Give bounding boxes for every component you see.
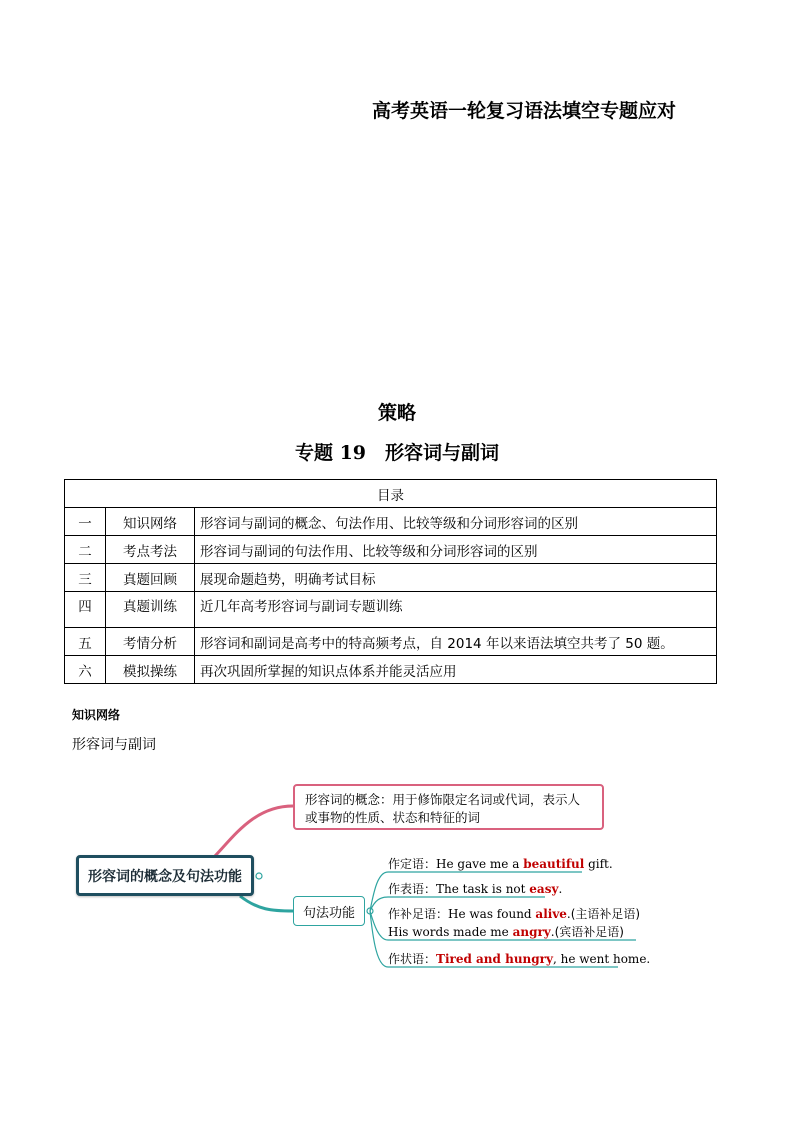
leaf-adverbial — [388, 950, 650, 967]
example-text: . — [558, 882, 563, 896]
toc-title: 目录 — [65, 480, 717, 508]
toc-row-number: 四 — [65, 592, 106, 628]
toc-row-name: 真题训练 — [106, 592, 195, 628]
strategy-title: 策略 — [377, 402, 416, 424]
toc-row-name: 模拟操练 — [106, 656, 195, 684]
leaf-complement-object — [388, 923, 624, 940]
leaf-label: 作补足语： — [388, 907, 449, 921]
example-text: . — [550, 925, 555, 939]
highlight-word: beautiful — [523, 857, 585, 871]
leaf-predicative — [388, 880, 562, 897]
example-text: . — [566, 907, 571, 921]
concept-node: 形容词的概念：用于修饰限定名词或代词，表示人或事物的性质、状态和特征的词 — [293, 784, 604, 830]
note-text: (主语补足语) — [570, 907, 641, 921]
example-text: He was found — [448, 907, 536, 921]
example-text: , he went home. — [552, 952, 651, 966]
toc-row-description: 展现命题趋势，明确考试目标 — [195, 564, 717, 592]
connector-root-concept — [215, 806, 293, 856]
note-text: (宾语补足语) — [554, 925, 624, 939]
toc-row-number: 六 — [65, 656, 106, 684]
highlight-word: Tired and hungry — [436, 952, 553, 966]
leaf-label: 作表语： — [388, 882, 437, 896]
example-text: The task is not — [436, 882, 530, 896]
topic-title: 专题 19 形容词与副词 — [294, 442, 500, 464]
toc-row-name: 真题回顾 — [106, 564, 195, 592]
toc-row-description: 近几年高考形容词与副词专题训练 — [195, 592, 717, 628]
toc-row-name: 考情分析 — [106, 628, 195, 656]
highlight-word: angry — [512, 925, 551, 939]
example-text: His words made me — [388, 925, 513, 939]
highlight-word: alive — [535, 907, 567, 921]
document-header-title: 高考英语一轮复习语法填空专题应对 — [372, 100, 677, 122]
root-collapse-dot — [256, 873, 262, 879]
toc-row-description: 形容词与副词的句法作用、比较等级和分词形容词的区别 — [195, 536, 717, 564]
toc-row-name: 知识网络 — [106, 508, 195, 536]
example-text: He gave me a — [436, 857, 524, 871]
toc-row-number: 一 — [65, 508, 106, 536]
leaf-label: 作状语： — [388, 952, 437, 966]
toc-row-description: 再次巩固所掌握的知识点体系并能灵活应用 — [195, 656, 717, 684]
leaf-label: 作定语： — [388, 857, 437, 871]
toc-row-number: 三 — [65, 564, 106, 592]
mindmap-root-node: 形容词的概念及句法功能 — [76, 855, 254, 896]
highlight-word: easy — [529, 882, 559, 896]
section-label: 知识网络 — [72, 708, 121, 722]
connector-root-func — [240, 896, 293, 911]
toc-row-number: 五 — [65, 628, 106, 656]
toc-row-description: 形容词和副词是高考中的特高频考点，自 2014 年以来语法填空共考了 50 题。 — [195, 628, 717, 656]
leaf-attributive — [388, 855, 613, 872]
section-sublabel: 形容词与副词 — [72, 737, 156, 753]
leaf-complement-subject — [388, 905, 640, 922]
toc-row-description: 形容词与副词的概念、句法作用、比较等级和分词形容词的区别 — [195, 508, 717, 536]
syntax-function-node: 句法功能 — [293, 896, 365, 926]
toc-row-name: 考点考法 — [106, 536, 195, 564]
toc-row-number: 二 — [65, 536, 106, 564]
example-text: gift. — [584, 857, 613, 871]
